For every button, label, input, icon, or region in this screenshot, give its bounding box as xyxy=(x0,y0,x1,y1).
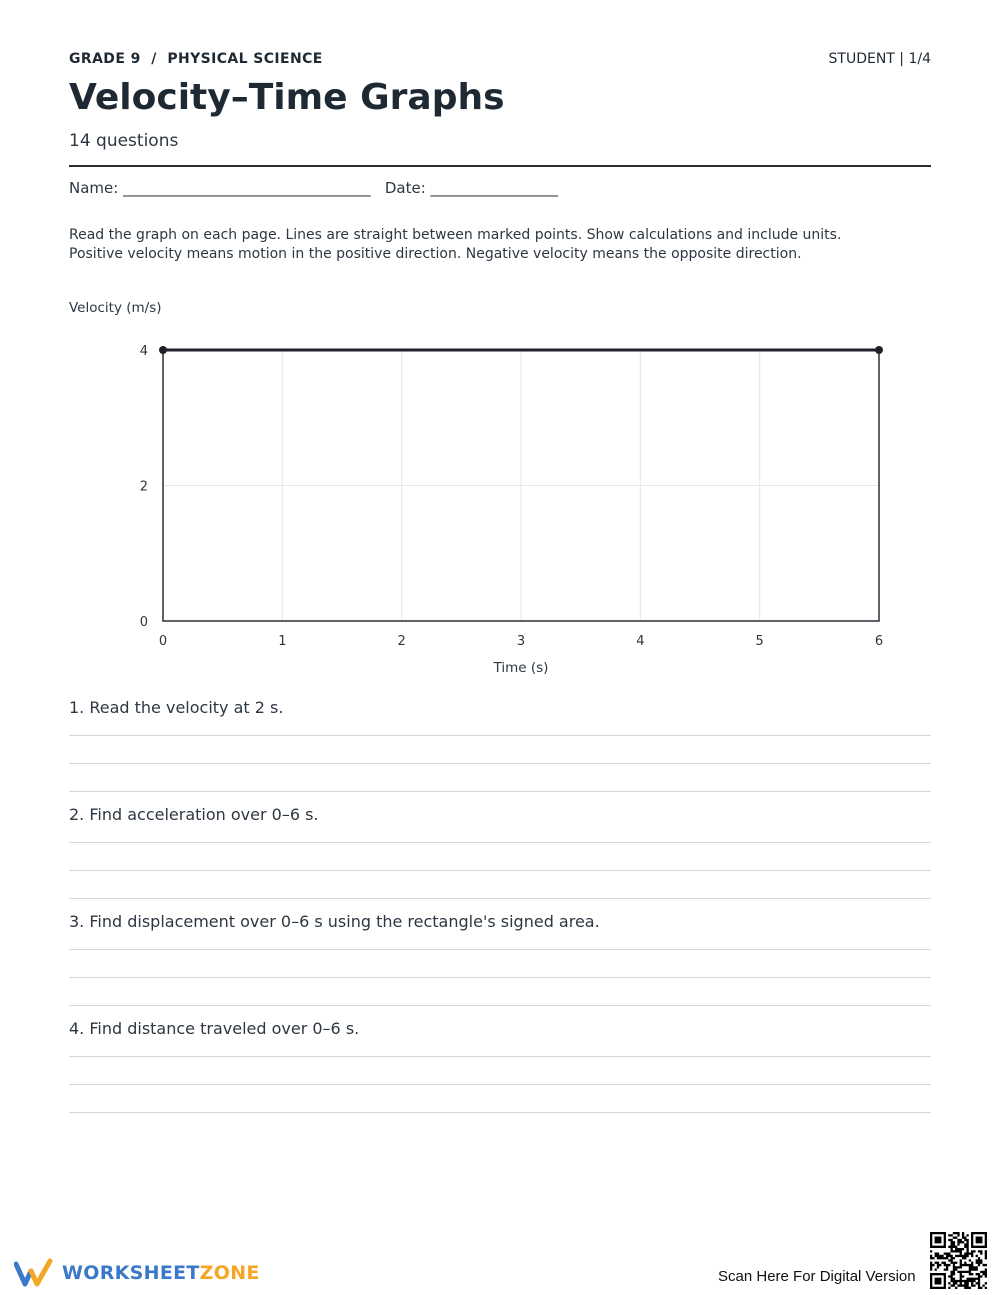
instruction-line-1: Read the graph on each page. Lines are straight between marked points. Show calculations and include units. xyxy=(69,227,842,243)
x-tick-label: 1 xyxy=(278,634,287,649)
y-tick-label: 2 xyxy=(139,479,148,495)
logo-wordmark xyxy=(62,1262,260,1284)
question-2: 2. Find acceleration over 0–6 s. xyxy=(69,805,319,824)
logo-mark-icon xyxy=(14,1258,54,1288)
x-tick-label: 0 xyxy=(158,634,168,649)
answer-line[interactable] xyxy=(69,977,931,978)
worksheetzone-logo xyxy=(14,1258,260,1288)
answer-line[interactable] xyxy=(69,842,931,843)
question-count: 14 questions xyxy=(69,131,179,151)
x-tick-label: 2 xyxy=(397,634,406,649)
answer-line[interactable] xyxy=(69,1084,931,1085)
logo-word-part-1: WORKSHEET xyxy=(62,1262,200,1284)
instructions xyxy=(69,226,939,264)
y-tick-label: 0 xyxy=(139,615,148,630)
answer-line[interactable] xyxy=(69,1112,931,1113)
y-tick-label: 4 xyxy=(139,344,148,359)
velocity-time-chart xyxy=(0,330,1000,680)
answer-line[interactable] xyxy=(69,870,931,871)
scan-label: Scan Here For Digital Version xyxy=(718,1268,916,1285)
x-tick-label: 3 xyxy=(516,634,526,649)
x-tick-label: 5 xyxy=(755,634,764,649)
name-date-fields[interactable]: Name: _________________________________ Date: _________________ xyxy=(69,179,559,197)
answer-line[interactable] xyxy=(69,949,931,950)
instruction-line-2: Positive velocity means motion in the positive direction. Negative velocity means the opposite direction. xyxy=(69,246,802,262)
answer-line[interactable] xyxy=(69,1005,931,1006)
x-tick-label: 6 xyxy=(874,634,884,649)
logo-word-part-2: ZONE xyxy=(199,1262,260,1284)
grade-subject-label: GRADE 9 / PHYSICAL SCIENCE xyxy=(69,51,323,67)
page-indicator: STUDENT | 1/4 xyxy=(828,51,931,67)
qr-code-icon[interactable] xyxy=(930,1232,987,1289)
question-4: 4. Find distance traveled over 0–6 s. xyxy=(69,1019,360,1038)
answer-line[interactable] xyxy=(69,791,931,792)
page-title: Velocity–Time Graphs xyxy=(69,77,505,118)
answer-line[interactable] xyxy=(69,1056,931,1057)
header-divider xyxy=(69,165,931,167)
qr-code-modules xyxy=(930,1232,987,1289)
x-axis-label: Time (s) xyxy=(493,660,549,676)
answer-line[interactable] xyxy=(69,735,931,736)
data-point xyxy=(159,346,167,354)
chart-y-axis-label: Velocity (m/s) xyxy=(69,300,162,316)
answer-line[interactable] xyxy=(69,763,931,764)
data-point xyxy=(875,346,883,354)
question-1: 1. Read the velocity at 2 s. xyxy=(69,698,284,717)
x-tick-label: 4 xyxy=(636,634,645,649)
answer-line[interactable] xyxy=(69,898,931,899)
question-3: 3. Find displacement over 0–6 s using the rectangle's signed area. xyxy=(69,912,600,931)
